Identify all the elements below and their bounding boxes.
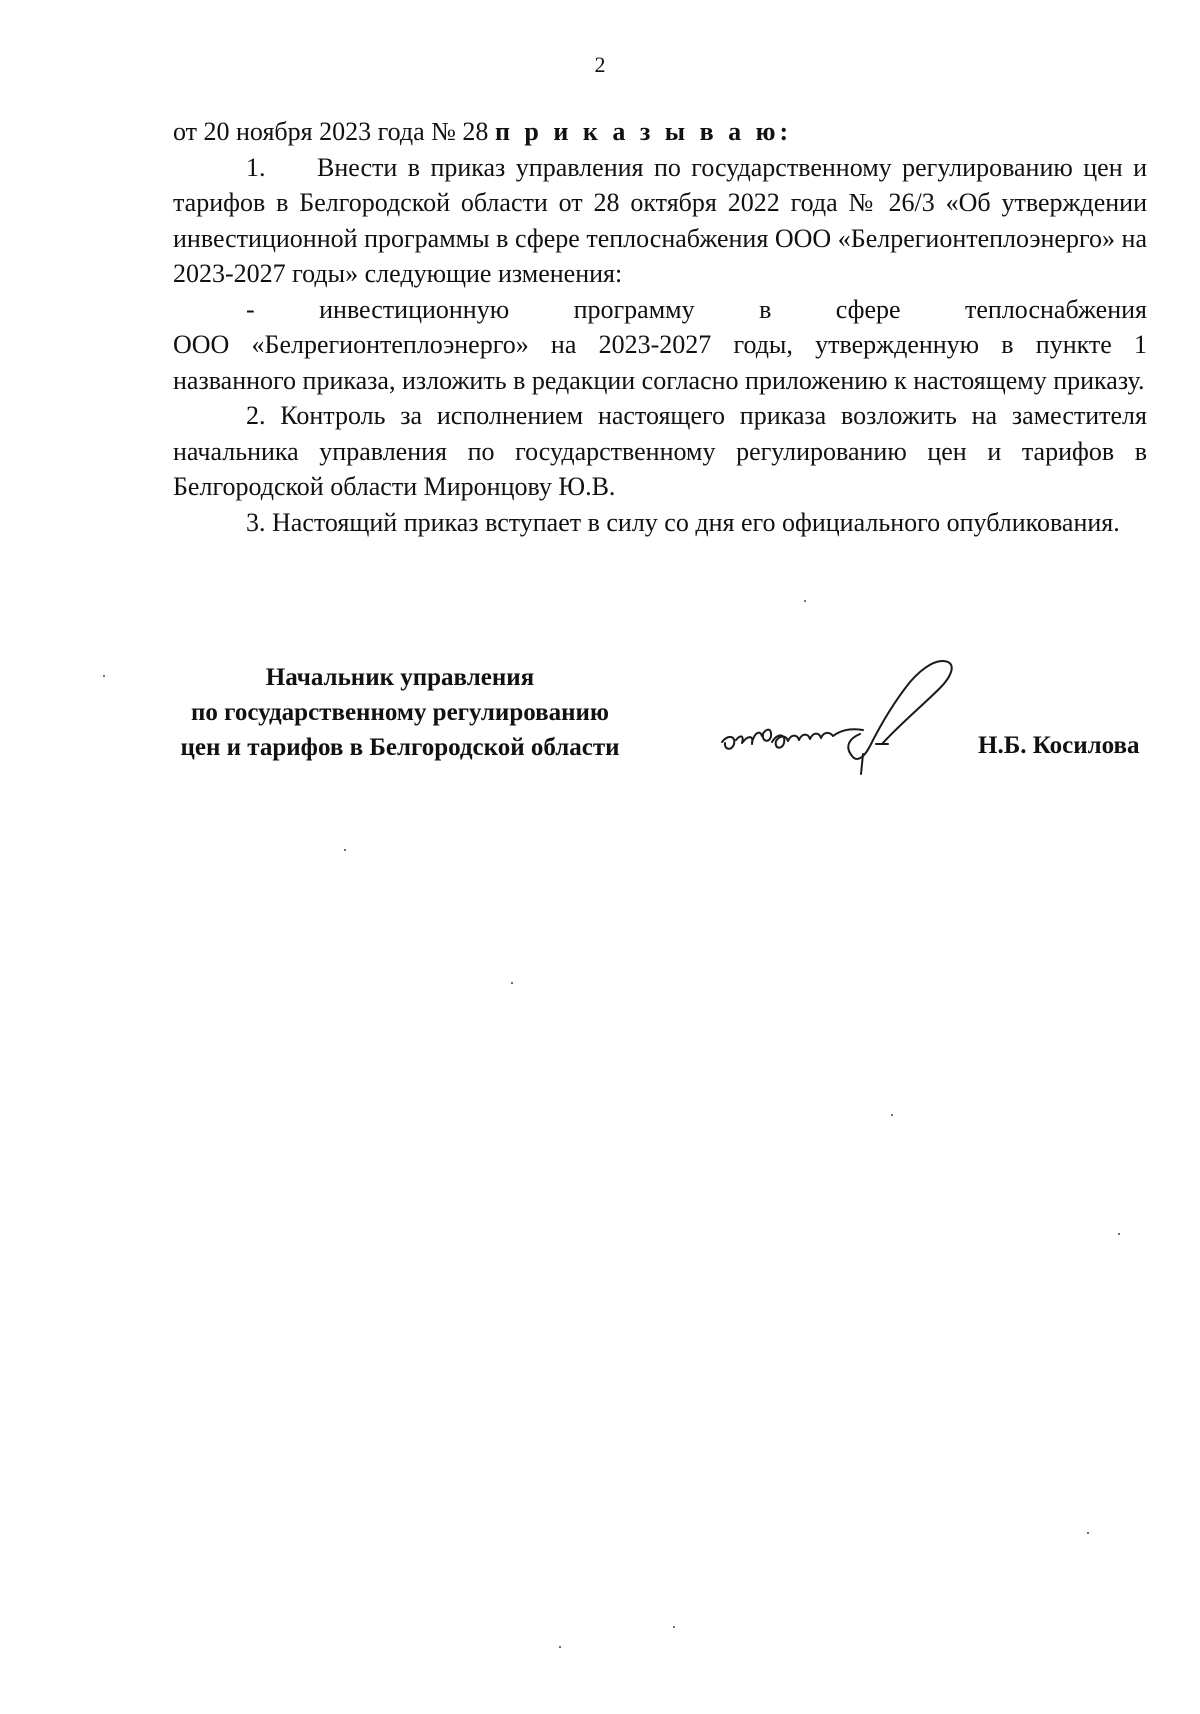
- handwritten-signature: [710, 630, 1000, 780]
- scan-speck: [804, 600, 806, 602]
- item-2: 2. Контроль за исполнением настоящего приказа возложить на заместителя начальника управления по государственному регулированию цен и тарифов в Белгородской области Миронцову Ю.В.: [173, 401, 1147, 501]
- intro-text: от 20 ноября 2023 года № 28: [173, 117, 495, 146]
- item-1-number: 1.: [246, 152, 266, 182]
- item-1-text: Внести в приказ управления по государственному регулированию цен и тарифов в Белгородской области от 28 октября 2022 года № 26/3 «Об утверждении инвестиционной программы в сфере теплоснабжения ООО «Белрегионтеплоэнерго» на 2023-2027 годы» следующие изменения:: [173, 152, 1147, 288]
- item-3: 3. Настоящий приказ вступает в силу со дня его официального опубликования.: [246, 507, 1120, 537]
- signature-title-line: цен и тарифов в Белгородской области: [180, 734, 620, 761]
- scan-speck: [891, 1114, 893, 1116]
- scan-speck: [511, 982, 513, 984]
- item-1: [173, 150, 1147, 292]
- subitem-first-line: [173, 292, 1147, 328]
- signer-name: Н.Б. Косилова: [978, 732, 1140, 759]
- subitem-word: в: [759, 294, 772, 324]
- subitem-word: программу: [573, 294, 695, 324]
- intro-emphasis: п р и к а з ы в а ю:: [494, 117, 793, 146]
- subitem-text: ООО «Белрегионтеплоэнерго» на 2023-2027 годы, утвержденную в пункте 1 названного приказа, изложить в редакции согласно приложению к настоящему приказу.: [173, 330, 1147, 395]
- intro-line: [173, 114, 1147, 150]
- subitem-word: инвестиционную: [319, 294, 510, 324]
- scan-speck: [559, 1646, 561, 1648]
- signature-title-line: Начальник управления: [265, 664, 535, 691]
- scan-speck: [1118, 1233, 1120, 1235]
- scan-speck: [1087, 1532, 1089, 1534]
- subitem-word: сфере: [835, 294, 901, 324]
- scan-speck: [673, 1626, 675, 1628]
- scan-speck: [344, 849, 346, 851]
- page-number: 2: [594, 52, 606, 77]
- subitem-word: теплоснабжения: [965, 294, 1147, 324]
- scan-speck: [103, 675, 105, 677]
- signature-title-line: по государственному регулированию: [190, 699, 610, 726]
- signature-title-block: [150, 660, 650, 765]
- subitem-dash: -: [246, 294, 255, 324]
- document-body: [173, 114, 1147, 540]
